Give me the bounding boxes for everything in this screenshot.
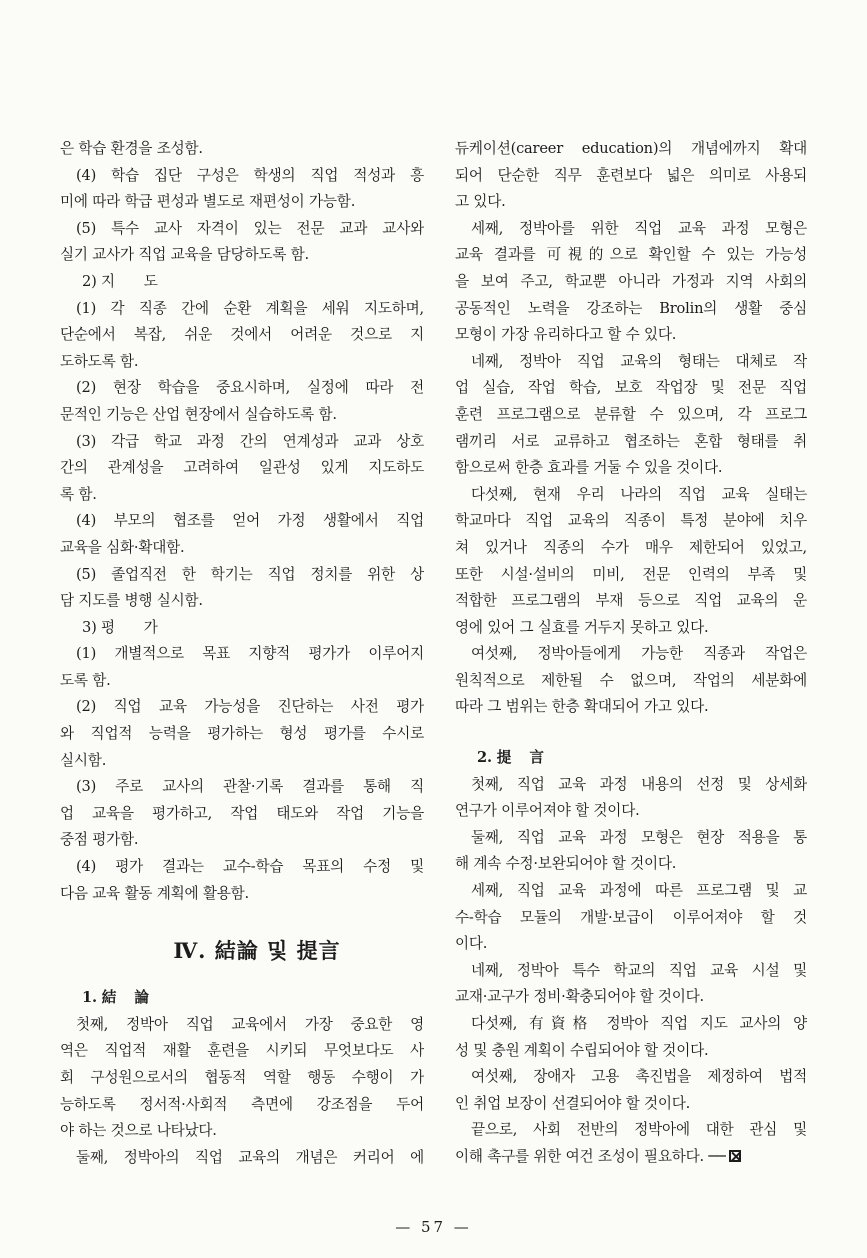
text-line: 세째, 직업 교육 과정에 따른 프로그램 및 교: [471, 882, 807, 900]
text-line: 다섯째, 현재 우리 나라의 직업 교육 실태는: [471, 485, 807, 503]
text-line: 적합한 프로그램의 부재 등으로 직업 교육의 운: [455, 592, 807, 610]
text-line: 이다.: [455, 935, 488, 953]
text-line: 고 있다.: [455, 193, 506, 211]
text-line: 연구가 이루어져야 할 것이다.: [455, 802, 640, 820]
text-line: 은 학습 환경을 조성함.: [60, 140, 203, 157]
text-line: 둘째, 직업 교육 과정 모형은 현장 적용을 통: [471, 828, 807, 846]
text-line: 교재·교구가 정비·확충되어야 할 것이다.: [455, 988, 704, 1006]
text-line: 담 지도를 병행 실시함.: [60, 592, 203, 610]
text-line: (5) 졸업직전 한 학기는 직업 정치를 위한 상: [76, 565, 424, 583]
text-line: 업 실습, 작업 학습, 보호 작업장 및 전문 직업: [455, 379, 807, 397]
text-line: 첫째, 직업 교육 과정 내용의 선정 및 상세화: [471, 775, 807, 793]
text-line: 을 보여 주고, 학교뿐 아니라 가정과 지역 사회의: [455, 272, 807, 290]
end-mark-icon: [729, 1150, 741, 1162]
text-line: 여섯째, 장애자 고용 촉진법을 제정하여 법적: [471, 1068, 807, 1086]
text-line: 쳐 있거나 직종의 수가 매우 제한되어 있었고,: [455, 538, 807, 556]
text-line: 문적인 기능은 산업 현장에서 실습하도록 함.: [60, 405, 337, 423]
text-line: 세째, 정박아를 위한 직업 교육 과정 모형은: [471, 219, 807, 237]
text-line: 네째, 정박아 직업 교육의 형태는 대체로 작: [471, 352, 807, 370]
text-line: 미에 따라 학급 편성과 별도로 재편성이 가능함.: [60, 193, 356, 211]
text-line: 따라 그 범위는 한층 확대되어 가고 있다.: [455, 698, 709, 716]
text-line: 교육 결과를 可視的으로 확인할 수 있는 가능성: [455, 246, 807, 264]
chapter-title: Ⅳ. 結論 및 提言: [173, 938, 341, 964]
text-line: 교육을 심화·확대함.: [60, 538, 185, 556]
text-line: 네째, 정박아 특수 학교의 직업 교육 시설 및: [471, 961, 807, 979]
text-line: 실기 교사가 직업 교육을 담당하도록 함.: [60, 246, 309, 264]
text-line: 함으로써 한층 효과를 거둘 수 있을 것이다.: [455, 459, 723, 477]
text-line: 해 계속 수정·보완되어야 할 것이다.: [455, 855, 677, 873]
section-heading-conclusion: 1. 結論: [82, 989, 167, 1007]
text-line: 도하도록 함.: [60, 352, 139, 370]
left-column: [60, 136, 424, 1171]
text-line: 학교마다 직업 교육의 직종이 특정 분야에 치우: [455, 512, 807, 530]
text-line: 야 하는 것으로 나타났다.: [60, 1122, 217, 1140]
text-line: 듀케이션(career education)의 개념에까지 확대: [455, 140, 807, 157]
text-line: 공동적인 노력을 강조하는 Brolin의 생활 중심: [455, 299, 807, 317]
text-line: (4) 부모의 협조를 얻어 가정 생활에서 직업: [76, 512, 424, 530]
text-line: (5) 특수 교사 자격이 있는 전문 교과 교사와: [76, 219, 424, 237]
text-line: 램끼리 서로 교류하고 협조하는 혼합 형태를 취: [455, 432, 807, 450]
text-line: 업 교육을 평가하고, 작업 태도와 작업 기능을: [60, 804, 424, 822]
text-line: 회 구성원으로서의 협동적 역할 행동 수행이 가: [60, 1069, 424, 1086]
text-line: 인 취업 보장이 선결되어야 할 것이다.: [455, 1094, 691, 1112]
text-line: 또한 시설·설비의 미비, 전문 인력의 부족 및: [455, 565, 807, 583]
text-line: 수-학습 모듈의 개발·보급이 이루어져야 할 것: [455, 908, 807, 926]
subheading-evaluation: 3) 평 가: [82, 618, 158, 636]
text-line: 원칙적으로 제한될 수 없으며, 작업의 세분화에: [455, 671, 807, 689]
text-line: 와 직업적 능력을 평가하는 형성 평가를 수시로: [60, 725, 424, 743]
text-line: (4) 학습 집단 구성은 학생의 직업 적성과 흥: [76, 166, 424, 184]
text-line: (1) 각 직종 간에 순환 계획을 세워 지도하며,: [76, 299, 424, 317]
text-line: 중점 평가함.: [60, 831, 139, 849]
text-line: 여섯째, 정박아들에게 가능한 직종과 작업은: [471, 645, 807, 663]
text-line: (2) 현장 학습을 중요시하며, 실정에 따라 전: [76, 379, 424, 397]
text-line: 첫째, 정박아 직업 교육에서 가장 중요한 영: [76, 1015, 424, 1033]
text-line: 둘째, 정박아의 직업 교육의 개념은 커리어 에: [76, 1148, 424, 1166]
subheading-guidance: 2) 지 도: [82, 272, 158, 290]
text-line: (3) 각급 학교 과정 간의 연계성과 교과 상호: [76, 432, 424, 450]
text-line: (1) 개별적으로 목표 지향적 평가가 이루어지: [76, 645, 424, 663]
text-line-final: 이해 촉구를 위한 여건 조성이 필요하다. ──: [455, 1144, 807, 1171]
text-line: (2) 직업 교육 가능성을 진단하는 사전 평가: [76, 698, 424, 716]
text-line: 다섯째, 有資格 정박아 직업 지도 교사의 양: [471, 1015, 807, 1032]
section-heading-proposal: 2. 提言: [477, 749, 562, 767]
text-line: 끝으로, 사회 전반의 정박아에 대한 관심 및: [471, 1121, 807, 1139]
text-line: 역은 직업적 재활 훈련을 시키되 무엇보다도 사: [60, 1042, 424, 1060]
text-line: 실시함.: [60, 751, 107, 769]
text-line: 도록 함.: [60, 671, 111, 689]
text-line: (3) 주로 교사의 관찰·기록 결과를 통해 직: [76, 778, 424, 796]
right-column: [455, 136, 807, 1171]
text-line: 간의 관계성을 고려하여 일관성 있게 지도하도: [60, 459, 424, 477]
text-line: (4) 평가 결과는 교수-학습 목표의 수정 및: [76, 858, 424, 876]
text-line: 성 및 충원 계획이 수립되어야 할 것이다.: [455, 1041, 709, 1059]
text-line: 록 함.: [60, 485, 97, 503]
text-line: 모형이 가장 유리하다고 할 수 있다.: [455, 326, 677, 344]
text-line: 단순에서 복잡, 쉬운 것에서 어려운 것으로 지: [60, 326, 424, 344]
text-line: 훈련 프로그램으로 분류할 수 있으며, 각 프로그: [455, 405, 807, 423]
text-line: 되어 단순한 직무 훈련보다 넓은 의미로 사용되: [455, 166, 807, 184]
page-number: — 57 —: [395, 1218, 472, 1236]
text-line: 영에 있어 그 실효를 거두지 못하고 있다.: [455, 618, 709, 636]
text-line: 능하도록 정서적·사회적 측면에 강조점을 두어: [60, 1095, 424, 1113]
text-line: 다음 교육 활동 계획에 활용함.: [60, 884, 249, 902]
